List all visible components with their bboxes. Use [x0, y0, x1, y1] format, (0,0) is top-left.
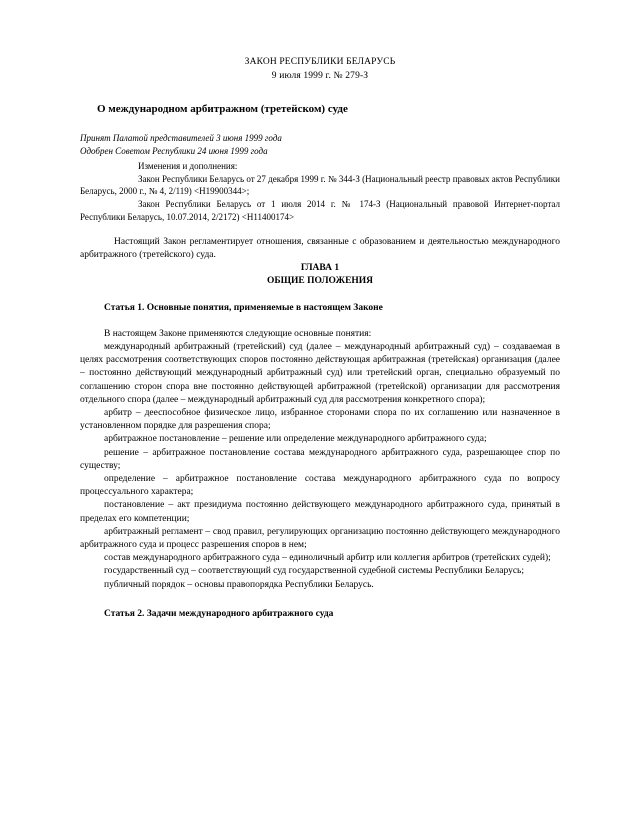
definition-item: государственный суд – соответствующий суд государственной судебной системы Республики Беларусь;	[104, 566, 525, 577]
preamble-paragraph: Настоящий Закон регламентирует отношения, связанные с образованием и деятельностью международного арбитражного (третейского) суда.	[80, 236, 560, 260]
definition-item: определение – арбитражное постановление состава международного арбитражного суда по вопросу процессуального характера;	[80, 473, 560, 498]
definition-item: арбитражное постановление – решение или определение международного арбитражного суда;	[104, 434, 487, 445]
chapter-name: ОБЩИЕ ПОЛОЖЕНИЯ	[266, 276, 374, 287]
definition-item: состав международного арбитражного суда – единоличный арбитр или коллегия арбитров (третейских судей);	[104, 553, 551, 564]
definition-item: решение – арбитражное постановление состава международного арбитражного суда, разрешающее спор по существу;	[80, 447, 560, 471]
law-type-line: ЗАКОН РЕСПУБЛИКИ БЕЛАРУСЬ	[244, 57, 396, 67]
definition-item: арбитражный регламент – свод правил, регулирующих организацию постоянно действующего международного арбитражного суда и процесс разрешения споров в нем;	[80, 526, 560, 550]
chapter-number: ГЛАВА 1	[300, 263, 340, 274]
definition-item: публичный порядок – основы правопорядка Республики Беларусь.	[104, 579, 374, 590]
page-title: О международном арбитражном (третейском) суде	[97, 103, 348, 115]
definition-item: арбитр – дееспособное физическое лицо, избранное сторонами спора по их соглашению или назначенное в установленном порядке для разрешения спора;	[80, 407, 560, 432]
definition-item: постановление – акт президиума постоянно действующего международного арбитражного суда, принятый в пределах его компетенции;	[80, 500, 560, 524]
amendment-item: Закон Республики Беларусь от 27 декабря 1999 г. № 344-З (Национальный реестр правовых актов Республики Беларусь, 2000 г., № 4, 2/119) <H19900344>;	[80, 173, 560, 197]
adoption-council-line: Одобрен Советом Республики 24 июня 1999 года	[80, 145, 268, 156]
adoption-block	[80, 132, 560, 157]
law-date-number-line: 9 июля 1999 г. № 279-З	[271, 70, 369, 81]
article-1-heading: Статья 1. Основные понятия, применяемые в настоящем Законе	[104, 302, 383, 313]
article-1-lead: В настоящем Законе применяются следующие основные понятия:	[104, 328, 372, 339]
amendment-item: Закон Республики Беларусь от 1 июля 2014 г. № 174-З (Национальный правовой Интернет-портал Республики Беларусь, 10.07.2014, 2/2172) <H11400174>	[80, 199, 560, 222]
amendments-label: Изменения и дополнения:	[138, 161, 238, 171]
definition-item: международный арбитражный (третейский) суд (далее – международный арбитражный суд) – создаваемая в целях рассмотрения соответствующих споров постоянно действующая арбитражная (третейская) организация (далее – постоянно действующий международный арбитражный суд) или третейский орган, специально образуемый по соглашению сторон спора вне постоянно действующей арбитражной (третейской) организации для рассмотрения отдельного спора (далее – международный арбитражный суд для рассмотрения конкретного спора);	[80, 341, 560, 405]
adoption-chamber-line: Принят Палатой представителей 3 июня 1999 года	[80, 133, 282, 143]
article-2-heading: Статья 2. Задачи международного арбитражного суда	[104, 608, 334, 619]
document-header	[80, 56, 560, 83]
